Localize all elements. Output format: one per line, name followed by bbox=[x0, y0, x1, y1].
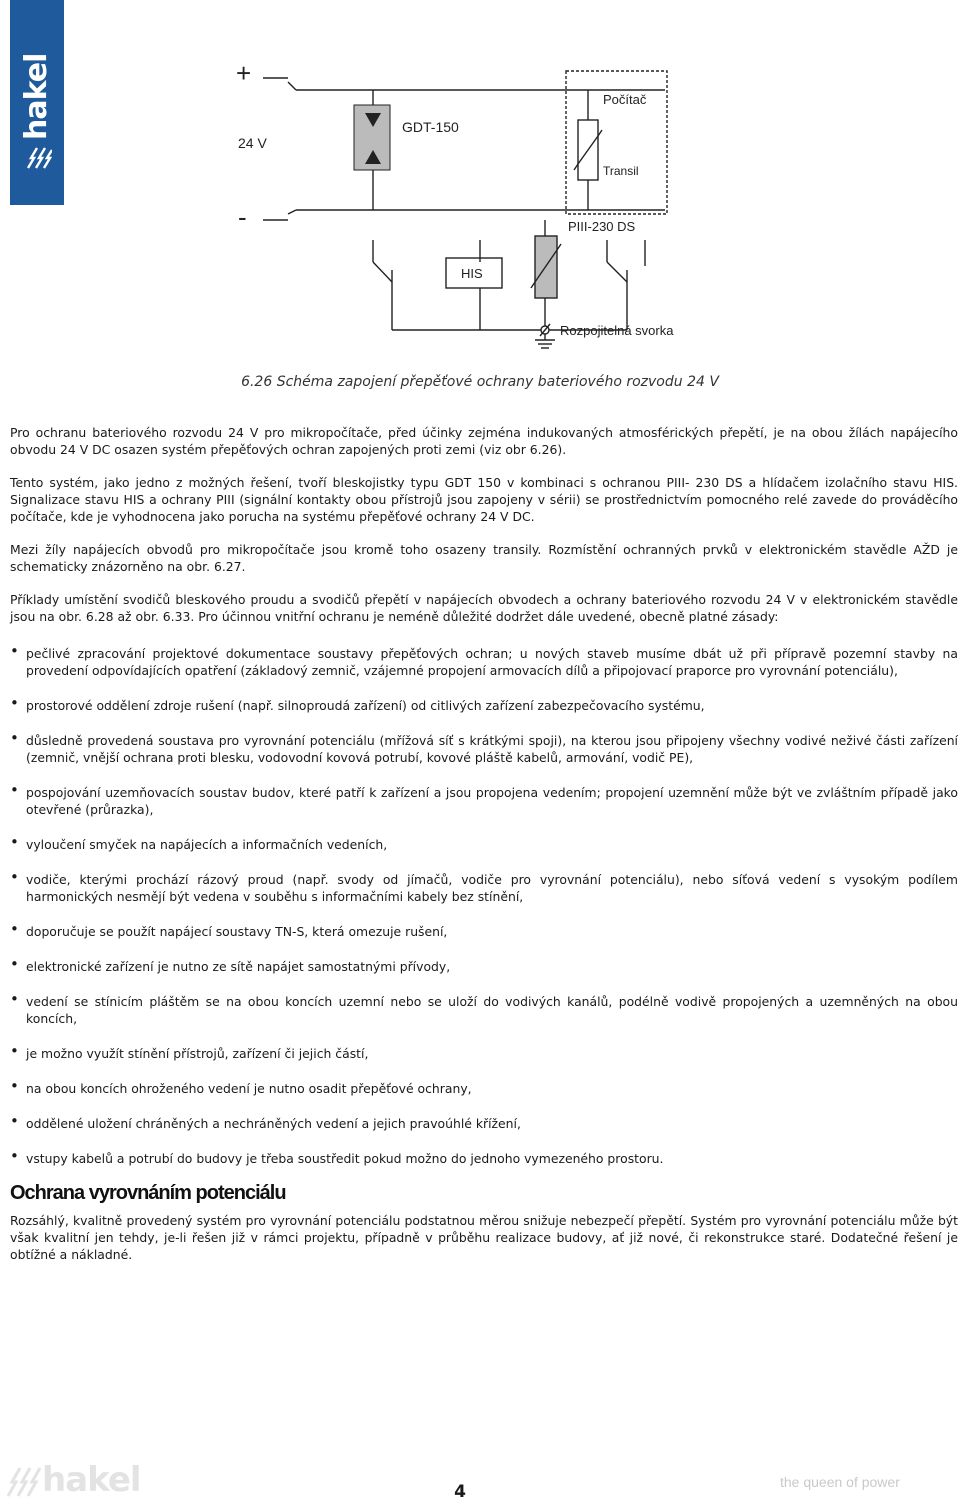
footer-logo bbox=[4, 1458, 144, 1500]
brand-logo: hakel bbox=[19, 53, 54, 140]
list-item: • důsledně provedená soustava pro vyrovnání potenciálu (mřížová síť s krátkými spoji), na kterou jsou připojeny všechny vodivé neživé části zařízení (zemnič, vnější ochrana proti blesku, vodovodní kovová potrubí, kovové pláště kabelů, armování, vodič PE), bbox=[10, 732, 958, 766]
document-body bbox=[10, 424, 958, 1279]
paragraph: Mezi žíly napájecích obvodů pro mikropočítače jsou kromě toho osazeny transily. Rozmístění ochranných prvků v elektronickém stavědle AŽD je schematicky znázorněno na obr. 6.27. bbox=[10, 542, 958, 574]
piii-label: PIII-230 DS bbox=[568, 219, 636, 234]
list-item: • vstupy kabelů a potrubí do budovy je třeba soustředit pokud možno do jednoho vymezeného prostoru. bbox=[10, 1150, 958, 1167]
principles-list bbox=[10, 645, 958, 1167]
paragraph: Příklady umístění svodičů bleskového proudu a svodičů přepětí v napájecích obvodech a ochrany bateriového rozvodu 24 V v elektronickém stavědle jsou na obr. 6.28 až obr. 6.33. Pro účinnou vnitřní ochranu je neméně důležité dodržet dále uvedené, obecně platné zásady: bbox=[10, 592, 958, 624]
footer-logo-text: hakel bbox=[42, 1460, 141, 1500]
section-heading: Ochrana vyrovnáním potenciálu bbox=[10, 1182, 286, 1204]
surge-protection-schematic bbox=[0, 0, 960, 360]
paragraph: Tento systém, jako jedno z možných řešení, tvoří bleskojistky typu GDT 150 v kombinaci s ochranou PIII- 230 DS a hlídačem izolačního stavu HIS. Signalizace stavu HIS a ochrany PIII (signální kontakty obou přístrojů jsou zapojeny v sérii) se prostřednictvím pomocného relé zavede do prováděcího počítače, kde je vyhodnocena jako porucha na systému přepěťové ochrany 24 V DC. bbox=[10, 475, 958, 524]
pc-label: Počítač bbox=[603, 92, 647, 107]
list-item: • pečlivé zpracování projektové dokumentace soustavy přepěťových ochran; u nových staveb musíme dbát už při přípravě pozemní stavby na provedení odpovídajících opatření (základový zemnič, vzájemné propojení armovacích dílů a připojovací praporce pro vyrovnání potenciálu), bbox=[10, 645, 958, 679]
list-item: • doporučuje se použít napájecí soustavy TN-S, která omezuje rušení, bbox=[10, 923, 958, 940]
list-item: • vodiče, kterými prochází rázový proud (např. svody od jímačů, vodiče pro vyrovnání potenciálu), nebo síťová vedení s vysokým podílem harmonických nesmějí být vedena v souběhu s informačními kabely bez stínění, bbox=[10, 871, 958, 905]
voltage-label: 24 V bbox=[238, 135, 267, 151]
list-item: • na obou koncích ohroženého vedení je nutno osadit přepěťové ochrany, bbox=[10, 1080, 958, 1097]
gdt-label: GDT-150 bbox=[402, 119, 459, 135]
list-item: • elektronické zařízení je nutno ze sítě napájet samostatnými přívody, bbox=[10, 958, 958, 975]
section-paragraph: Rozsáhlý, kvalitně provedený systém pro vyrovnání potenciálu podstatnou měrou snižuje nebezpečí přepětí. Systém pro vyrovnání potenciálu může být však kvalitní jen tehdy, je-li řešen již v rámci projektu, případně v průběhu realizace budovy, ať již nové, či rekonstrukce staré. Dodatečné řešení je obtížné a nákladné. bbox=[10, 1213, 958, 1262]
his-label: HIS bbox=[461, 266, 483, 281]
list-item: • je možno využít stínění přístrojů, zařízení či jejich částí, bbox=[10, 1045, 958, 1062]
paragraph: Pro ochranu bateriového rozvodu 24 V pro mikropočítače, před účinky zejména indukovaných atmosférických přepětí, je na obou žílách napájecího obvodu 24 V DC osazen systém přepěťových ochran zapojených proti zemi (viz obr 6.26). bbox=[10, 425, 958, 457]
list-item: • vedení se stínicím pláštěm se na obou koncích uzemní nebo se uloží do vodivých kanálů, podélně vodivě propojených a uzemněných na obou koncích, bbox=[10, 993, 958, 1027]
lightning-icon bbox=[4, 1458, 44, 1498]
list-item: • oddělené uložení chráněných a nechráněných vedení a jejich pravoúhlé křížení, bbox=[10, 1115, 958, 1132]
plus-label: + bbox=[236, 58, 252, 88]
list-item: • pospojování uzemňovacích soustav budov, které patří k zařízení a jsou propojena vedením; propojení uzemnění může být ve zvláštním případě jako otevřené (průrazka), bbox=[10, 784, 958, 818]
list-item: • prostorové oddělení zdroje rušení (např. silnoproudá zařízení) od citlivých zařízení zabezpečovacího systému, bbox=[10, 697, 958, 714]
page-number: 4 bbox=[454, 1482, 466, 1502]
terminal-label: Rozpojitelná svorka bbox=[560, 323, 674, 338]
figure-caption: 6.26 Schéma zapojení přepěťové ochrany bateriového rozvodu 24 V bbox=[241, 374, 719, 390]
list-item: • vyloučení smyček na napájecích a informačních vedeních, bbox=[10, 836, 958, 853]
brand-tagline: the queen of power bbox=[780, 1474, 900, 1490]
minus-label: - bbox=[238, 202, 247, 232]
transil-label: Transil bbox=[603, 164, 639, 178]
